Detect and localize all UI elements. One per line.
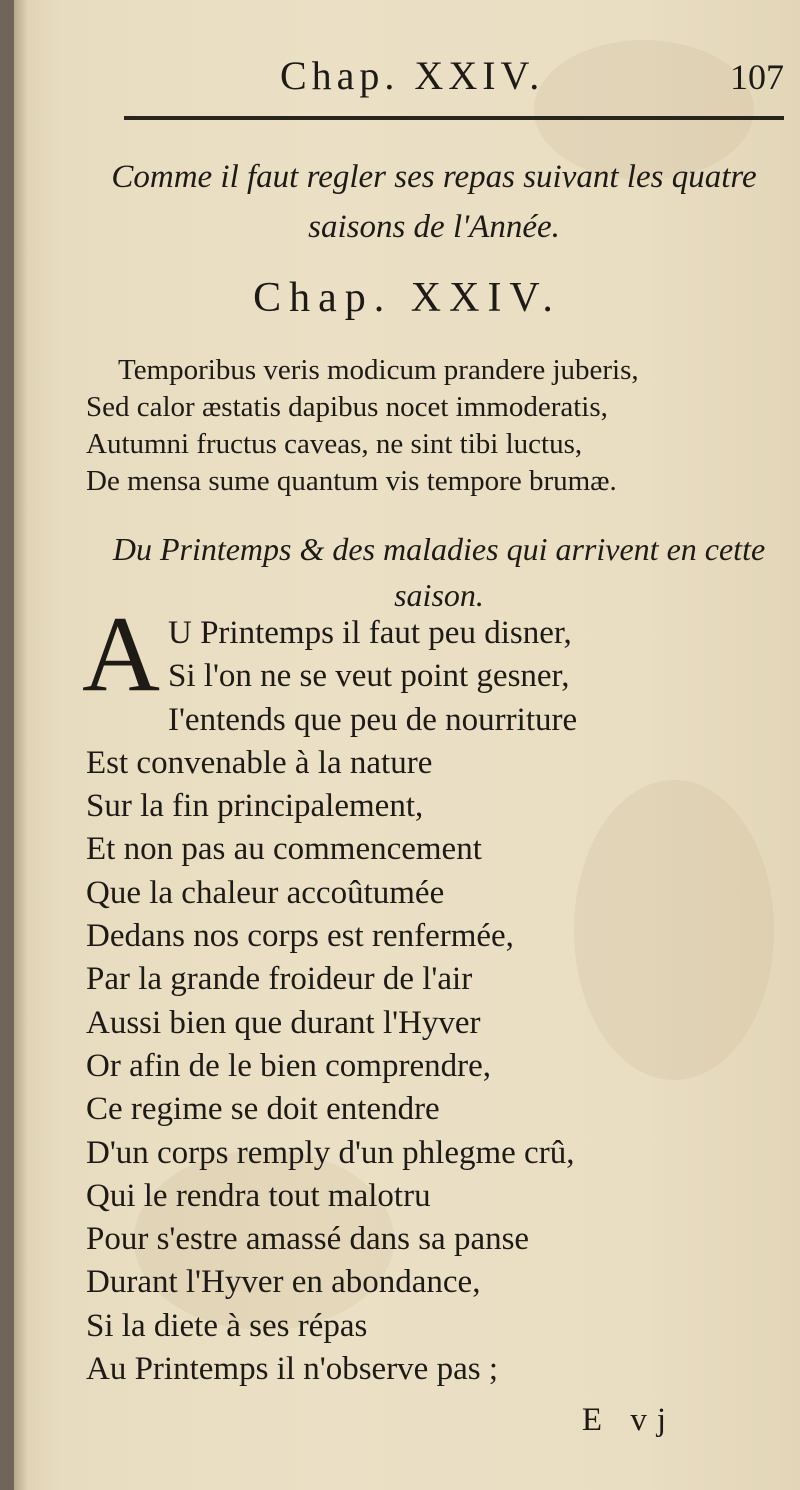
section-subtitle: Du Printemps & des maladies qui arrivent en cette saison. bbox=[112, 531, 766, 613]
verse-line: Sed calor æstatis dapibus nocet immoderatis, bbox=[86, 391, 608, 423]
poem-line: Que la chaleur accoûtumée bbox=[86, 874, 445, 911]
book-page bbox=[14, 0, 800, 1490]
poem-line: Est convenable à la nature bbox=[86, 744, 433, 781]
poem-line: Dedans nos corps est renfermée, bbox=[86, 918, 514, 955]
verse-line: De mensa sume quantum vis tempore brumæ. bbox=[86, 465, 617, 497]
chapter-heading: Chap. XXIV. bbox=[253, 275, 561, 321]
page-number: 107 bbox=[730, 57, 784, 97]
poem bbox=[82, 595, 786, 1391]
poem-line: Au Printemps il n'observe pas ; bbox=[86, 1351, 498, 1388]
signature-mark: E vj bbox=[581, 1402, 676, 1438]
poem-line: Si l'on ne se veut point gesner, bbox=[168, 658, 570, 695]
header-rule bbox=[124, 116, 784, 120]
verse-line: Autumni fructus caveas, ne sint tibi luctus, bbox=[86, 428, 583, 460]
poem-line: U Printemps il faut peu disner, bbox=[168, 615, 572, 651]
verse-line: Temporibus veris modicum prandere juberis, bbox=[118, 354, 639, 386]
poem-line: I'entends que peu de nourriture bbox=[168, 701, 578, 738]
poem-line: Or afin de le bien comprendre, bbox=[86, 1047, 491, 1084]
poem-line: Qui le rendra tout malotru bbox=[86, 1177, 431, 1214]
poem-line: Et non pas au commencement bbox=[86, 831, 482, 868]
poem-line: Sur la fin principalement, bbox=[86, 788, 424, 825]
page-header bbox=[14, 48, 800, 108]
chapter-title: Comme il faut regler ses repas suivant les quatre saisons de l'Année. bbox=[111, 159, 757, 245]
drop-cap: A bbox=[82, 595, 160, 714]
poem-line: Pour s'estre amassé dans sa panse bbox=[86, 1221, 530, 1258]
poem-line: Par la grande froideur de l'air bbox=[86, 961, 473, 998]
latin-verses bbox=[86, 352, 796, 500]
poem-line: Si la diete à ses répas bbox=[86, 1307, 368, 1344]
poem-line: Durant l'Hyver en abondance, bbox=[86, 1264, 481, 1301]
poem-line: D'un corps remply d'un phlegme crû, bbox=[86, 1134, 575, 1171]
poem-line: Aussi bien que durant l'Hyver bbox=[86, 1004, 481, 1041]
running-head: Chap. XXIV. bbox=[280, 53, 545, 98]
poem-line: Ce regime se doit entendre bbox=[86, 1091, 440, 1128]
